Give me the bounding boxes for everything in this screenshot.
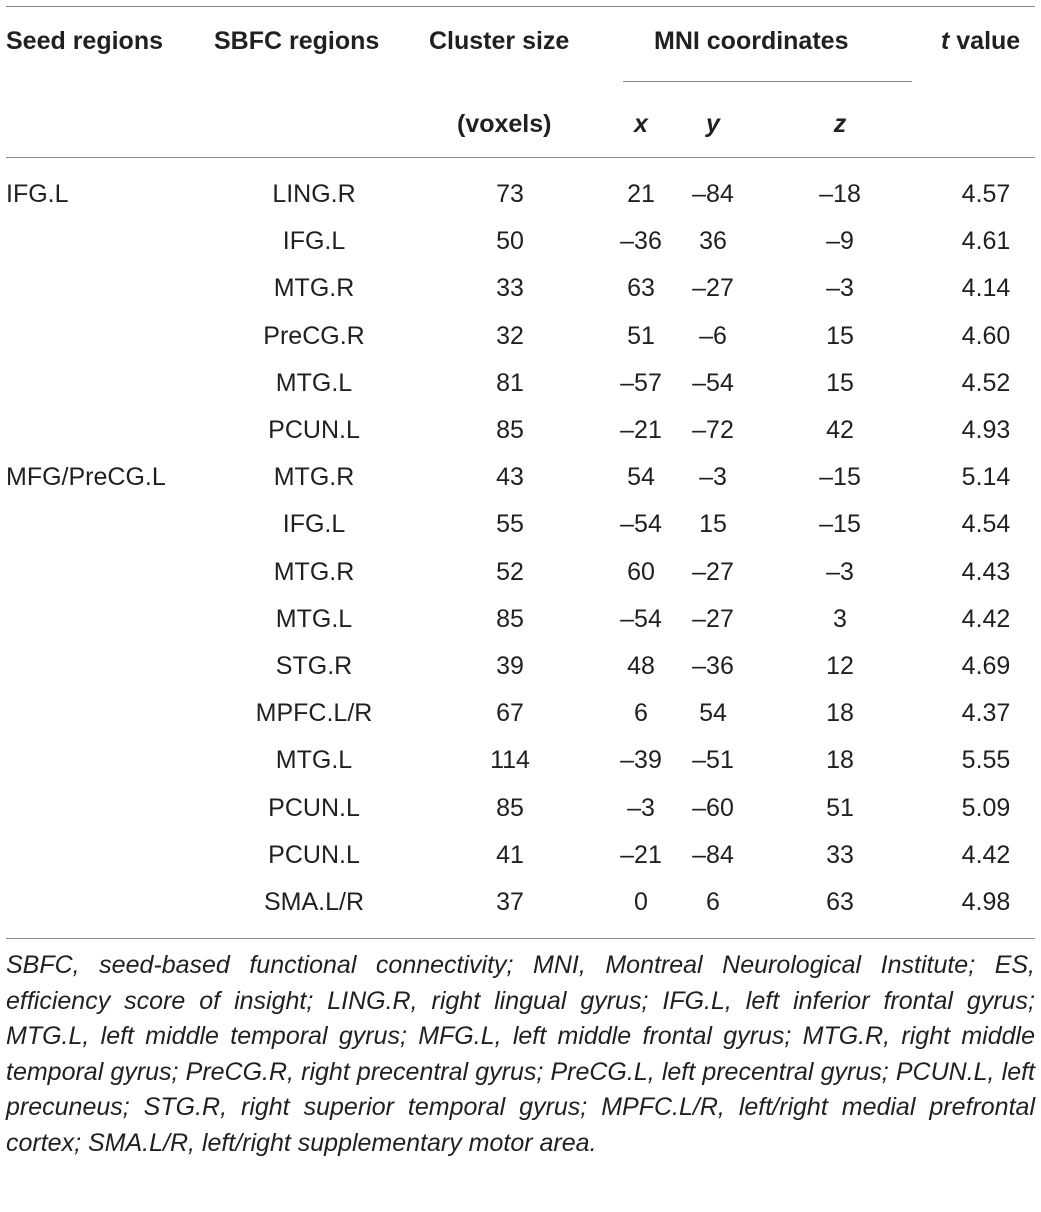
mni-y-cell: –72 [692,416,734,444]
table-row [0,745,1041,792]
mni-z-cell: –9 [826,227,854,256]
sbfc-region-cell: PCUN.L [268,416,360,444]
seed-region-cell: MFG/PreCG.L [6,463,166,492]
mni-y-cell: 36 [699,227,727,256]
t-value-cell: 4.57 [961,180,1011,208]
mni-z-cell: 63 [826,888,854,916]
sbfc-region-cell: MTG.L [275,604,353,633]
sbfc-region-cell: PCUN.L [268,793,360,822]
mni-z-cell: –15 [819,510,861,539]
mni-x-cell: 21 [627,180,655,208]
table-row [0,651,1041,698]
mni-z-cell: 15 [826,368,854,397]
mni-x-cell: 54 [627,463,655,492]
t-value-cell: 4.37 [961,699,1011,728]
table-row [0,415,1041,462]
cluster-size-cell: 67 [496,699,524,728]
table-row [0,179,1041,226]
table-row [0,604,1041,651]
mni-y-cell: –27 [692,274,734,303]
t-value-cell: 4.42 [961,840,1011,869]
t-value-cell: 5.55 [961,746,1011,775]
t-value-cell: 4.54 [961,510,1011,539]
t-value-cell: 4.61 [961,227,1011,256]
mni-y-cell: –84 [692,180,734,208]
table-row [0,840,1041,887]
sbfc-region-cell: MPFC.L/R [255,699,373,728]
mni-z-cell: 18 [826,699,854,728]
mni-y-cell: –84 [692,840,734,869]
table-bottom-rule [6,938,1035,939]
mni-z-cell: –3 [826,274,854,303]
header-x: x [634,110,648,138]
mni-x-cell: –3 [627,793,655,822]
sbfc-region-cell: LING.R [272,180,356,208]
t-value-cell: 4.42 [961,604,1011,633]
header-mni-coordinates: MNI coordinates [654,27,849,55]
sbfc-region-cell: IFG.L [282,227,346,256]
mni-x-cell: 60 [627,557,655,586]
t-value-cell: 4.43 [961,557,1011,586]
mni-y-cell: –36 [692,652,734,680]
mni-y-cell: –27 [692,604,734,633]
sbfc-region-cell: MTG.L [275,368,353,397]
mni-x-cell: 6 [634,699,648,728]
cluster-size-cell: 41 [496,840,524,869]
cluster-size-cell: 32 [496,321,524,350]
mni-z-cell: 51 [826,793,854,822]
t-value-cell: 4.60 [961,321,1011,350]
t-value-cell: 4.14 [961,274,1011,303]
table-row [0,321,1041,368]
sbfc-region-cell: SMA.L/R [263,888,365,916]
cluster-size-cell: 55 [496,510,524,539]
mni-x-cell: –57 [620,368,662,397]
mni-y-cell: –54 [692,368,734,397]
table-row [0,887,1041,934]
cluster-size-cell: 43 [496,463,524,492]
header-cluster-size: Cluster size [429,27,570,55]
cluster-size-cell: 85 [496,604,524,633]
mni-z-cell: 12 [826,652,854,680]
mni-x-cell: 48 [627,652,655,680]
sbfc-region-cell: MTG.R [273,557,355,586]
mni-x-cell: –54 [620,510,662,539]
t-value-cell: 4.98 [961,888,1011,916]
mni-x-cell: 51 [627,321,655,350]
mni-z-cell: –3 [826,557,854,586]
mni-z-cell: 42 [826,416,854,444]
cluster-size-cell: 52 [496,557,524,586]
mni-z-cell: –15 [819,463,861,492]
table-header-rule [6,157,1035,158]
mni-y-cell: –6 [699,321,727,350]
cluster-size-cell: 114 [490,746,530,775]
mni-underline [623,81,912,82]
mni-x-cell: –21 [620,840,662,869]
t-value-cell: 5.14 [961,463,1011,492]
table-row [0,273,1041,320]
t-value-cell: 4.52 [961,368,1011,397]
header-z: z [833,110,847,138]
mni-y-cell: –60 [692,793,734,822]
sbfc-region-cell: MTG.R [273,274,355,303]
header-sbfc-regions: SBFC regions [214,27,380,55]
mni-y-cell: –3 [699,463,727,492]
mni-z-cell: 18 [826,746,854,775]
sbfc-region-cell: MTG.L [275,746,353,775]
cluster-size-cell: 33 [496,274,524,303]
table-row [0,557,1041,604]
mni-x-cell: –54 [620,604,662,633]
mni-z-cell: 33 [826,840,854,869]
table-row [0,698,1041,745]
mni-y-cell: –27 [692,557,734,586]
cluster-size-cell: 50 [496,227,524,256]
header-t-rest: value [956,27,1021,55]
mni-y-cell: 6 [706,888,720,916]
mni-z-cell: 3 [833,604,847,633]
mni-x-cell: –36 [620,227,662,256]
mni-x-cell: –21 [620,416,662,444]
cluster-size-cell: 85 [496,793,524,822]
mni-x-cell: 63 [627,274,655,303]
table-row [0,793,1041,840]
table-row [0,509,1041,556]
t-value-cell: 5.09 [961,793,1011,822]
sbfc-region-cell: STG.R [275,652,353,680]
mni-x-cell: –39 [620,746,662,775]
table-row [0,462,1041,509]
table-row [0,368,1041,415]
header-cluster-size-unit: (voxels) [457,110,552,138]
cluster-size-cell: 73 [496,180,524,208]
sbfc-region-cell: PCUN.L [268,840,360,869]
mni-z-cell: 15 [826,321,854,350]
sbfc-region-cell: PreCG.R [263,321,365,350]
mni-x-cell: 0 [634,888,648,916]
cluster-size-cell: 39 [496,652,524,680]
sbfc-region-cell: IFG.L [282,510,346,539]
mni-z-cell: –18 [819,180,861,208]
table-footnote: SBFC, seed-based functional connectivity; MNI, Montreal Neurological Institute; ES, efficiency score of insight; LING.R, right lingual gyrus; IFG.L, left inferior frontal gyrus; MTG.L, left middle temporal gyrus; MFG.L, left middle frontal gyrus; MTG.R, right middle temporal gyrus; PreCG.R, right precentral gyrus; PreCG.L, left precentral gyrus; PCUN.L, left precuneus; STG.R, right superior temporal gyrus; MPFC.L/R, left/right medial prefrontal cortex; SMA.L/R, left/right supplementary motor area. [6,951,1035,1157]
mni-y-cell: 15 [699,510,727,539]
header-t-italic: t [941,27,950,55]
cluster-size-cell: 81 [496,368,524,397]
mni-y-cell: 54 [699,699,727,728]
sbfc-region-cell: MTG.R [273,463,355,492]
cluster-size-cell: 85 [496,416,524,444]
header-y: y [706,110,720,138]
mni-y-cell: –51 [692,746,734,775]
header-seed-regions: Seed regions [6,27,163,55]
t-value-cell: 4.93 [961,416,1011,444]
cluster-size-cell: 37 [496,888,524,916]
header-t-value [941,26,1020,56]
table-top-rule [6,6,1035,7]
table-row [0,226,1041,273]
t-value-cell: 4.69 [961,652,1011,680]
seed-region-cell: IFG.L [6,180,69,208]
